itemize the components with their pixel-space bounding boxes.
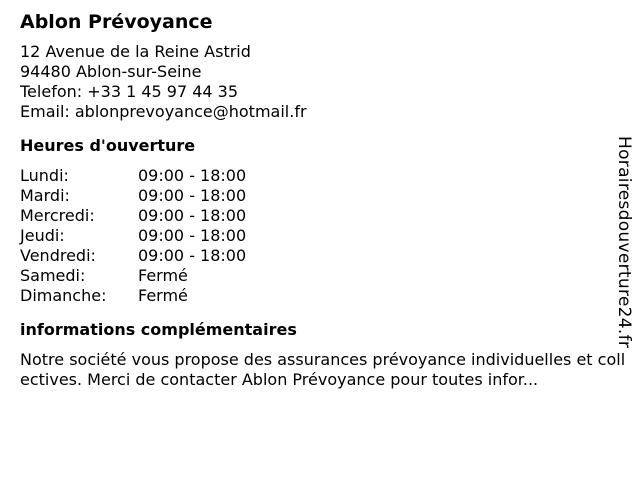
day-label: Samedi:	[20, 266, 86, 285]
hours-heading: Heures d'ouverture	[20, 136, 196, 155]
hours-row-monday	[20, 166, 632, 186]
time-value: 09:00 - 18:00	[138, 246, 247, 265]
contact-block	[20, 42, 632, 122]
day-label: Dimanche:	[20, 286, 107, 305]
time-value: 09:00 - 18:00	[138, 206, 247, 225]
day-label: Mardi:	[20, 186, 70, 205]
hours-row-friday	[20, 246, 632, 266]
phone-line: Telefon: +33 1 45 97 44 35	[20, 82, 239, 101]
hours-row-wednesday	[20, 206, 632, 226]
time-value: Fermé	[138, 286, 188, 305]
day-label: Lundi:	[20, 166, 69, 185]
site-watermark: Horairesdouverture24.fr	[614, 136, 634, 349]
time-value: 09:00 - 18:00	[138, 166, 247, 185]
hours-table	[20, 166, 632, 306]
info-text: Notre société vous propose des assurances prévoyance individuelles et collectives. Merci de contacter Ablon Prévoyance pour toutes infor...	[20, 350, 626, 389]
hours-row-tuesday	[20, 186, 632, 206]
time-value: Fermé	[138, 266, 188, 285]
time-value: 09:00 - 18:00	[138, 226, 247, 245]
day-label: Vendredi:	[20, 246, 96, 265]
time-value: 09:00 - 18:00	[138, 186, 247, 205]
business-card	[20, 10, 632, 390]
hours-row-thursday	[20, 226, 632, 246]
hours-row-saturday	[20, 266, 632, 286]
day-label: Jeudi:	[20, 226, 65, 245]
hours-row-sunday	[20, 286, 632, 306]
day-label: Mercredi:	[20, 206, 95, 225]
business-name: Ablon Prévoyance	[20, 11, 213, 33]
address-line-1: 12 Avenue de la Reine Astrid	[20, 42, 251, 61]
email-line: Email: ablonprevoyance@hotmail.fr	[20, 102, 307, 121]
info-heading: informations complémentaires	[20, 320, 297, 339]
address-line-2: 94480 Ablon-sur-Seine	[20, 62, 202, 81]
